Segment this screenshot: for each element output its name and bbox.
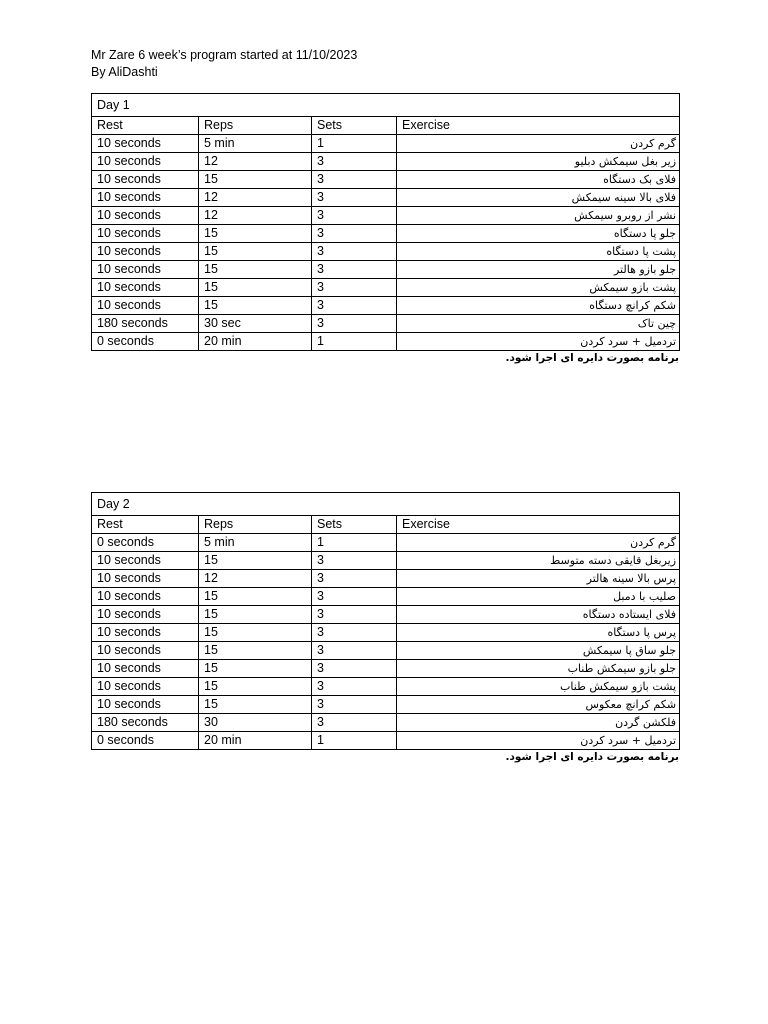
cell-exercise: جلو پا دستگاه <box>397 225 680 243</box>
circuit-note: برنامه بصورت دایره ای اجرا شود. <box>505 751 679 763</box>
cell-exercise: جلو ساق پا سیمکش <box>397 642 680 660</box>
cell-exercise: تردمیل + سرد کردن <box>397 333 680 351</box>
table-row <box>92 660 680 678</box>
cell-reps: 20 min <box>199 333 312 351</box>
cell-sets: 3 <box>312 153 397 171</box>
cell-exercise: پشت بازو سیمکش <box>397 279 680 297</box>
cell-rest: 180 seconds <box>92 714 199 732</box>
cell-rest: 10 seconds <box>92 552 199 570</box>
cell-sets: 3 <box>312 315 397 333</box>
day-title-row <box>92 94 680 117</box>
cell-exercise: پشت پا دستگاه <box>397 243 680 261</box>
cell-reps: 15 <box>199 243 312 261</box>
table-row <box>92 207 680 225</box>
cell-exercise: جلو بازو سیمکش طناب <box>397 660 680 678</box>
cell-sets: 3 <box>312 660 397 678</box>
table-row <box>92 732 680 750</box>
cell-sets: 3 <box>312 225 397 243</box>
cell-sets: 3 <box>312 642 397 660</box>
column-header-row <box>92 117 680 135</box>
cell-sets: 3 <box>312 552 397 570</box>
cell-exercise: گرم کردن <box>397 135 680 153</box>
cell-exercise: فلای ایستاده دستگاه <box>397 606 680 624</box>
day-title-row <box>92 493 680 516</box>
cell-reps: 15 <box>199 660 312 678</box>
cell-reps: 15 <box>199 171 312 189</box>
cell-reps: 30 <box>199 714 312 732</box>
cell-reps: 15 <box>199 624 312 642</box>
header-reps: Reps <box>199 117 312 135</box>
header-exercise: Exercise <box>397 516 680 534</box>
cell-exercise: زیربغل قایقی دسته متوسط <box>397 552 680 570</box>
cell-reps: 30 sec <box>199 315 312 333</box>
header-exercise: Exercise <box>397 117 680 135</box>
document-header <box>91 47 357 81</box>
cell-sets: 3 <box>312 243 397 261</box>
cell-exercise: فلای بالا سینه سیمکش <box>397 189 680 207</box>
table-row <box>92 171 680 189</box>
cell-exercise: چین تاک <box>397 315 680 333</box>
cell-sets: 1 <box>312 135 397 153</box>
cell-rest: 10 seconds <box>92 588 199 606</box>
workout-table <box>91 93 680 351</box>
cell-reps: 15 <box>199 642 312 660</box>
cell-reps: 12 <box>199 153 312 171</box>
cell-rest: 10 seconds <box>92 624 199 642</box>
cell-rest: 10 seconds <box>92 606 199 624</box>
header-reps: Reps <box>199 516 312 534</box>
header-sets: Sets <box>312 117 397 135</box>
cell-sets: 1 <box>312 333 397 351</box>
day-title: Day 2 <box>92 493 680 516</box>
cell-reps: 5 min <box>199 534 312 552</box>
cell-sets: 1 <box>312 534 397 552</box>
cell-sets: 3 <box>312 588 397 606</box>
cell-exercise: صلیب با دمبل <box>397 588 680 606</box>
cell-reps: 12 <box>199 189 312 207</box>
table-row <box>92 333 680 351</box>
cell-sets: 3 <box>312 606 397 624</box>
day-1-section <box>91 93 679 366</box>
cell-reps: 15 <box>199 225 312 243</box>
cell-reps: 15 <box>199 678 312 696</box>
cell-sets: 3 <box>312 171 397 189</box>
cell-rest: 10 seconds <box>92 243 199 261</box>
cell-rest: 10 seconds <box>92 189 199 207</box>
cell-exercise: فلکشن گردن <box>397 714 680 732</box>
cell-rest: 10 seconds <box>92 696 199 714</box>
cell-rest: 10 seconds <box>92 261 199 279</box>
table-row <box>92 315 680 333</box>
table-row <box>92 297 680 315</box>
cell-sets: 3 <box>312 678 397 696</box>
cell-sets: 3 <box>312 261 397 279</box>
cell-exercise: پرس پا دستگاه <box>397 624 680 642</box>
cell-exercise: فلای بک دستگاه <box>397 171 680 189</box>
cell-reps: 15 <box>199 588 312 606</box>
table-row <box>92 678 680 696</box>
table-row <box>92 552 680 570</box>
cell-exercise: تردمیل + سرد کردن <box>397 732 680 750</box>
cell-exercise: جلو بازو هالتر <box>397 261 680 279</box>
cell-reps: 12 <box>199 207 312 225</box>
cell-reps: 15 <box>199 552 312 570</box>
cell-sets: 3 <box>312 714 397 732</box>
cell-rest: 10 seconds <box>92 153 199 171</box>
cell-rest: 180 seconds <box>92 315 199 333</box>
cell-rest: 10 seconds <box>92 135 199 153</box>
table-row <box>92 696 680 714</box>
cell-rest: 10 seconds <box>92 297 199 315</box>
cell-sets: 3 <box>312 279 397 297</box>
cell-rest: 10 seconds <box>92 678 199 696</box>
table-row <box>92 642 680 660</box>
cell-reps: 15 <box>199 279 312 297</box>
table-row <box>92 225 680 243</box>
table-row <box>92 534 680 552</box>
column-header-row <box>92 516 680 534</box>
table-row <box>92 606 680 624</box>
cell-reps: 5 min <box>199 135 312 153</box>
cell-rest: 10 seconds <box>92 225 199 243</box>
header-sets: Sets <box>312 516 397 534</box>
table-row <box>92 243 680 261</box>
cell-exercise: گرم کردن <box>397 534 680 552</box>
header-rest: Rest <box>92 516 199 534</box>
cell-rest: 10 seconds <box>92 660 199 678</box>
cell-rest: 10 seconds <box>92 570 199 588</box>
header-rest: Rest <box>92 117 199 135</box>
cell-exercise: شکم کرانچ معکوس <box>397 696 680 714</box>
cell-rest: 0 seconds <box>92 534 199 552</box>
cell-sets: 3 <box>312 624 397 642</box>
day-2-section <box>91 492 679 765</box>
table-row <box>92 135 680 153</box>
cell-exercise: نشر از روبرو سیمکش <box>397 207 680 225</box>
cell-reps: 15 <box>199 606 312 624</box>
cell-rest: 0 seconds <box>92 333 199 351</box>
cell-reps: 15 <box>199 696 312 714</box>
cell-sets: 3 <box>312 297 397 315</box>
cell-rest: 0 seconds <box>92 732 199 750</box>
cell-sets: 3 <box>312 696 397 714</box>
cell-sets: 3 <box>312 189 397 207</box>
program-title: Mr Zare 6 week’s program started at 11/10/2023 <box>91 48 358 62</box>
cell-sets: 1 <box>312 732 397 750</box>
table-row <box>92 279 680 297</box>
cell-exercise: زیر بغل سیمکش دبلیو <box>397 153 680 171</box>
cell-rest: 10 seconds <box>92 279 199 297</box>
cell-exercise: پرس بالا سینه هالتر <box>397 570 680 588</box>
cell-reps: 12 <box>199 570 312 588</box>
table-row <box>92 153 680 171</box>
day-title: Day 1 <box>92 94 680 117</box>
table-row <box>92 624 680 642</box>
table-row <box>92 261 680 279</box>
author-line: By AliDashti <box>91 65 158 79</box>
cell-rest: 10 seconds <box>92 171 199 189</box>
circuit-note: برنامه بصورت دایره ای اجرا شود. <box>505 352 679 364</box>
table-row <box>92 189 680 207</box>
cell-sets: 3 <box>312 570 397 588</box>
cell-sets: 3 <box>312 207 397 225</box>
workout-table <box>91 492 680 750</box>
cell-exercise: پشت بازو سیمکش طناب <box>397 678 680 696</box>
cell-rest: 10 seconds <box>92 642 199 660</box>
table-row <box>92 588 680 606</box>
cell-rest: 10 seconds <box>92 207 199 225</box>
cell-exercise: شکم کرانچ دستگاه <box>397 297 680 315</box>
cell-reps: 15 <box>199 297 312 315</box>
cell-reps: 20 min <box>199 732 312 750</box>
table-row <box>92 570 680 588</box>
table-row <box>92 714 680 732</box>
cell-reps: 15 <box>199 261 312 279</box>
